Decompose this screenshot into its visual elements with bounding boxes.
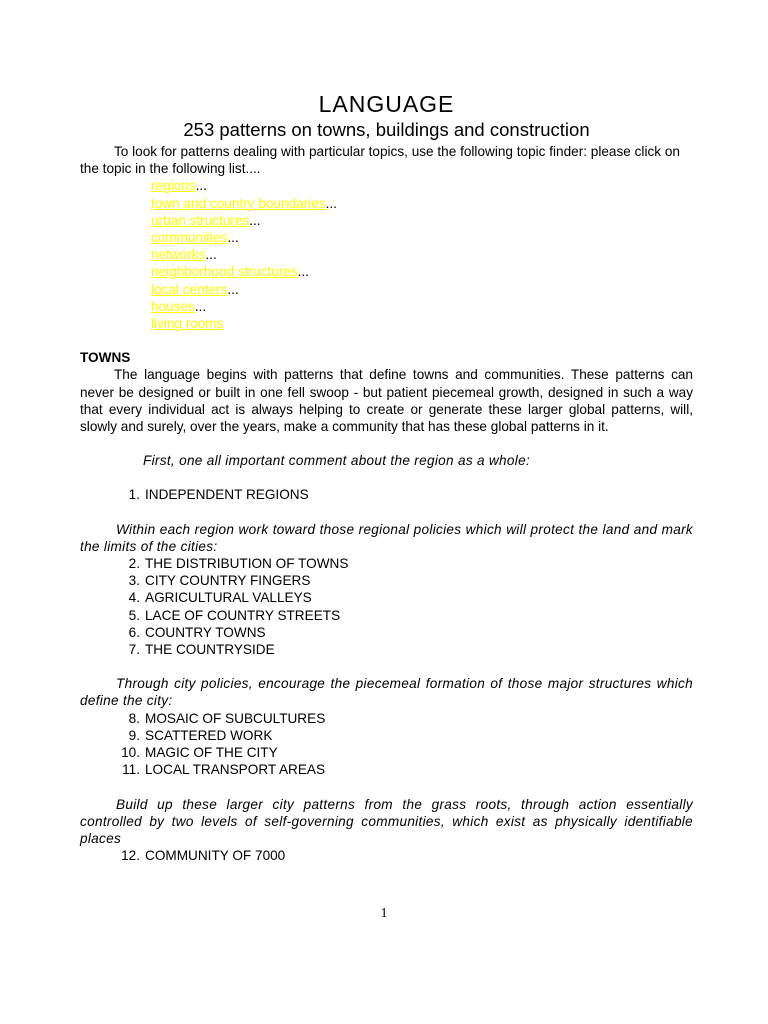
pattern-name: INDEPENDENT REGIONS <box>145 487 309 503</box>
topic-link-living-rooms[interactable]: living rooms <box>151 316 224 332</box>
topic-ellipsis: ... <box>227 281 239 297</box>
topic-item <box>151 177 693 194</box>
pattern-list <box>80 847 693 864</box>
pattern-item[interactable] <box>80 572 693 589</box>
pattern-item[interactable] <box>80 624 693 641</box>
topic-item <box>151 315 693 332</box>
pattern-name: MOSAIC OF SUBCULTURES <box>145 710 326 726</box>
topic-item <box>151 263 693 280</box>
topic-link-houses[interactable]: houses <box>151 298 195 314</box>
pattern-item[interactable] <box>80 555 693 572</box>
group-intro: Within each region work toward those regional policies which will protect the land and mark the limits of the cities: <box>80 521 693 554</box>
pattern-name: AGRICULTURAL VALLEYS <box>145 590 312 606</box>
pattern-number: 6. <box>128 624 140 640</box>
pattern-list <box>80 486 693 503</box>
topic-item <box>151 298 693 315</box>
pattern-number: 12. <box>121 848 140 864</box>
topic-item <box>151 281 693 298</box>
pattern-name: LACE OF COUNTRY STREETS <box>145 607 341 623</box>
topic-link-town-and-country-boundaries[interactable]: town and country boundaries <box>151 195 326 211</box>
pattern-item[interactable] <box>80 589 693 606</box>
topic-item <box>151 246 693 263</box>
pattern-name: THE COUNTRYSIDE <box>145 642 275 658</box>
group-intro: Build up these larger city patterns from the grass roots, through action essentially controlled by two levels of self-governing communities, which exist as physically identifiable places <box>80 796 693 846</box>
pattern-item[interactable] <box>80 710 693 727</box>
pattern-item[interactable] <box>80 607 693 624</box>
pattern-item[interactable] <box>80 761 693 778</box>
pattern-name: CITY COUNTRY FINGERS <box>145 573 311 589</box>
topic-link-regions[interactable]: regions <box>151 178 196 194</box>
group-intro: Through city policies, encourage the piecemeal formation of those major structures which define the city: <box>80 676 693 709</box>
topic-link-local-centers[interactable]: local centers <box>151 281 228 297</box>
topic-ellipsis: ... <box>205 247 217 263</box>
pattern-number: 10. <box>121 745 140 761</box>
pattern-item[interactable] <box>80 847 693 864</box>
topic-link-networks[interactable]: networks <box>151 247 206 263</box>
topic-ellipsis: ... <box>227 230 239 246</box>
pattern-item[interactable] <box>80 486 693 503</box>
pattern-name: THE DISTRIBUTION OF TOWNS <box>145 556 349 572</box>
pattern-number: 7. <box>128 642 140 658</box>
topic-item <box>151 195 693 212</box>
section-body-paragraph: The language begins with patterns that define towns and communities. These patterns can never be designed or built in one fell swoop - but patient piecemeal growth, designed in such a way that every individual act is always helping to create or generate these larger global patterns, will, slowly and surely, over the years, make a community that has these global patterns in it. <box>80 367 693 435</box>
pattern-number: 11. <box>122 762 140 778</box>
pattern-item[interactable] <box>80 727 693 744</box>
page-number: 1 <box>380 905 388 920</box>
document-content <box>80 90 693 864</box>
topic-finder-list <box>80 177 693 332</box>
pattern-number: 4. <box>128 590 140 606</box>
intro-paragraph: To look for patterns dealing with particular topics, use the following topic finder: please click on the topic in the following list.... <box>80 144 680 177</box>
pattern-number: 8. <box>128 710 140 726</box>
topic-ellipsis: ... <box>325 195 337 211</box>
pattern-number: 5. <box>128 607 140 623</box>
section-heading-towns: TOWNS <box>80 350 131 366</box>
pattern-name: MAGIC OF THE CITY <box>145 745 278 761</box>
pattern-name: SCATTERED WORK <box>145 727 273 743</box>
topic-ellipsis: ... <box>195 178 207 194</box>
pattern-number: 2. <box>128 556 140 572</box>
topic-link-urban-structures[interactable]: urban structures <box>151 212 250 228</box>
group-intro: First, one all important comment about the region as a whole: <box>143 453 531 469</box>
pattern-name: COMMUNITY OF 7000 <box>145 848 286 864</box>
topic-ellipsis: ... <box>194 298 207 314</box>
topic-item <box>151 212 693 229</box>
pattern-number: 1. <box>128 487 140 503</box>
pattern-name: COUNTRY TOWNS <box>145 624 266 640</box>
document-subtitle: 253 patterns on towns, buildings and construction <box>183 119 590 140</box>
pattern-number: 9. <box>128 727 140 743</box>
pattern-list <box>80 710 693 779</box>
topic-ellipsis: ... <box>297 264 309 280</box>
document-title: LANGUAGE <box>318 91 455 117</box>
pattern-list <box>80 555 693 658</box>
topic-ellipsis: ... <box>249 212 261 228</box>
pattern-item[interactable] <box>80 744 693 761</box>
topic-link-communities[interactable]: communities <box>151 230 228 246</box>
pattern-number: 3. <box>128 573 140 589</box>
topic-item <box>151 229 693 246</box>
topic-link-neighborhood-structures[interactable]: neighborhood structures <box>151 264 298 280</box>
pattern-item[interactable] <box>80 641 693 658</box>
pattern-name: LOCAL TRANSPORT AREAS <box>145 762 326 778</box>
